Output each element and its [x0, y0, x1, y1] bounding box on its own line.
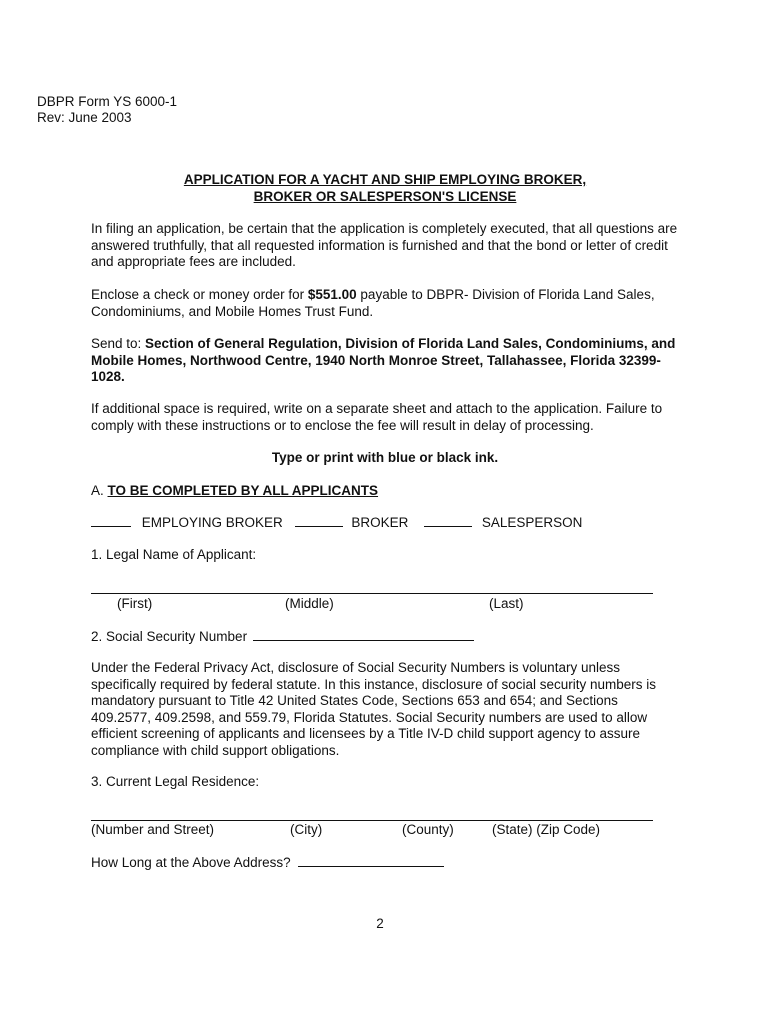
send-to-comma: ,	[643, 336, 648, 351]
payment-paragraph	[91, 287, 691, 320]
section-a-heading	[91, 483, 378, 500]
city-caption: (City)	[290, 822, 323, 837]
send-to-label: Send to:	[91, 336, 146, 351]
ssn-input-line[interactable]	[253, 628, 474, 641]
q1-label: 1. Legal Name of Applicant:	[91, 547, 257, 562]
street-caption: (Number and Street)	[91, 822, 215, 837]
instructions-text: If additional space is required, write on a separate sheet and attach to the application. Failure to comply with these instructions or to enclose the fee will result in delay of processing.	[91, 401, 663, 433]
how-long-row	[91, 854, 444, 872]
first-name-caption: (First)	[117, 596, 153, 611]
title-line-1: APPLICATION FOR A YACHT AND SHIP EMPLOYING BROKER,	[183, 172, 587, 187]
payment-prefix: Enclose a check or money order for	[91, 287, 308, 302]
title-line-2: BROKER OR SALESPERSON'S LICENSE	[253, 189, 517, 204]
q2-label: 2. Social Security Number	[91, 629, 248, 644]
send-to-address-end: and Mobile Homes, Northwood Centre, 1940 North Monroe Street, Tallahassee, Florida 32399-1028.	[91, 336, 676, 384]
send-to-paragraph	[91, 336, 691, 386]
residence-input-line[interactable]	[91, 820, 653, 821]
send-to-address: Section of General Regulation, Division of Florida Land Sales, Condominiums	[145, 336, 644, 351]
q3-label: 3. Current Legal Residence:	[91, 774, 260, 789]
middle-name-caption: (Middle)	[285, 596, 334, 611]
how-long-label: How Long at the Above Address?	[91, 855, 291, 870]
intro-paragraph	[91, 221, 691, 271]
employing-broker-label: EMPLOYING BROKER	[141, 515, 283, 530]
county-caption: (County)	[402, 822, 454, 837]
salesperson-label: SALESPERSON	[481, 515, 583, 530]
payment-payee-end: and Mobile Homes Trust Fund.	[184, 303, 374, 319]
form-revision: Rev: June 2003	[37, 110, 132, 125]
last-name-caption: (Last)	[489, 596, 524, 611]
section-a-title: TO BE COMPLETED BY ALL APPLICANTS	[107, 483, 379, 498]
page-title	[0, 172, 770, 206]
legal-name-input-line[interactable]	[91, 593, 653, 594]
ink-instruction: Type or print with blue or black ink.	[271, 450, 499, 465]
page-number: 2	[376, 916, 384, 931]
form-header	[37, 94, 177, 126]
broker-label: BROKER	[351, 515, 409, 530]
how-long-input-line[interactable]	[298, 854, 444, 867]
employing-broker-checkbox-line[interactable]	[91, 514, 131, 527]
license-type-row	[91, 514, 582, 532]
section-a-prefix: A.	[91, 483, 108, 498]
instructions-paragraph	[91, 401, 691, 434]
form-number: DBPR Form YS 6000-1	[37, 94, 178, 109]
state-zip-caption: (State) (Zip Code)	[492, 822, 601, 837]
q2-row	[91, 628, 474, 646]
intro-text: In filing an application, be certain that the application is completely executed, that all questions are answered truthfully, that all requested information is furnished and that the bond or letter of credit and appropriate fees are included.	[91, 221, 678, 269]
payment-comma: ,	[181, 303, 185, 319]
salesperson-checkbox-line[interactable]	[424, 514, 472, 527]
privacy-paragraph	[91, 660, 681, 759]
fee-amount: $551.00	[307, 287, 357, 302]
payment-payee: payable to DBPR- Division of Florida Land Sales, Condominiums	[91, 287, 655, 319]
broker-checkbox-line[interactable]	[295, 514, 343, 527]
privacy-text: Under the Federal Privacy Act, disclosure of Social Security Numbers is voluntary unless specifically required by federal statute. In this instance, disclosure of social security numbers is mandatory pursuant to Title 42 United States Code, Sections 653 and 654; and Sections 409.2577, 409.2598, and 559.79, Florida Statutes. Social Security numbers are used to allow efficient screening of applicants and licensees by a Title IV-D child support agency to assure compliance with child support obligations.	[91, 660, 657, 758]
